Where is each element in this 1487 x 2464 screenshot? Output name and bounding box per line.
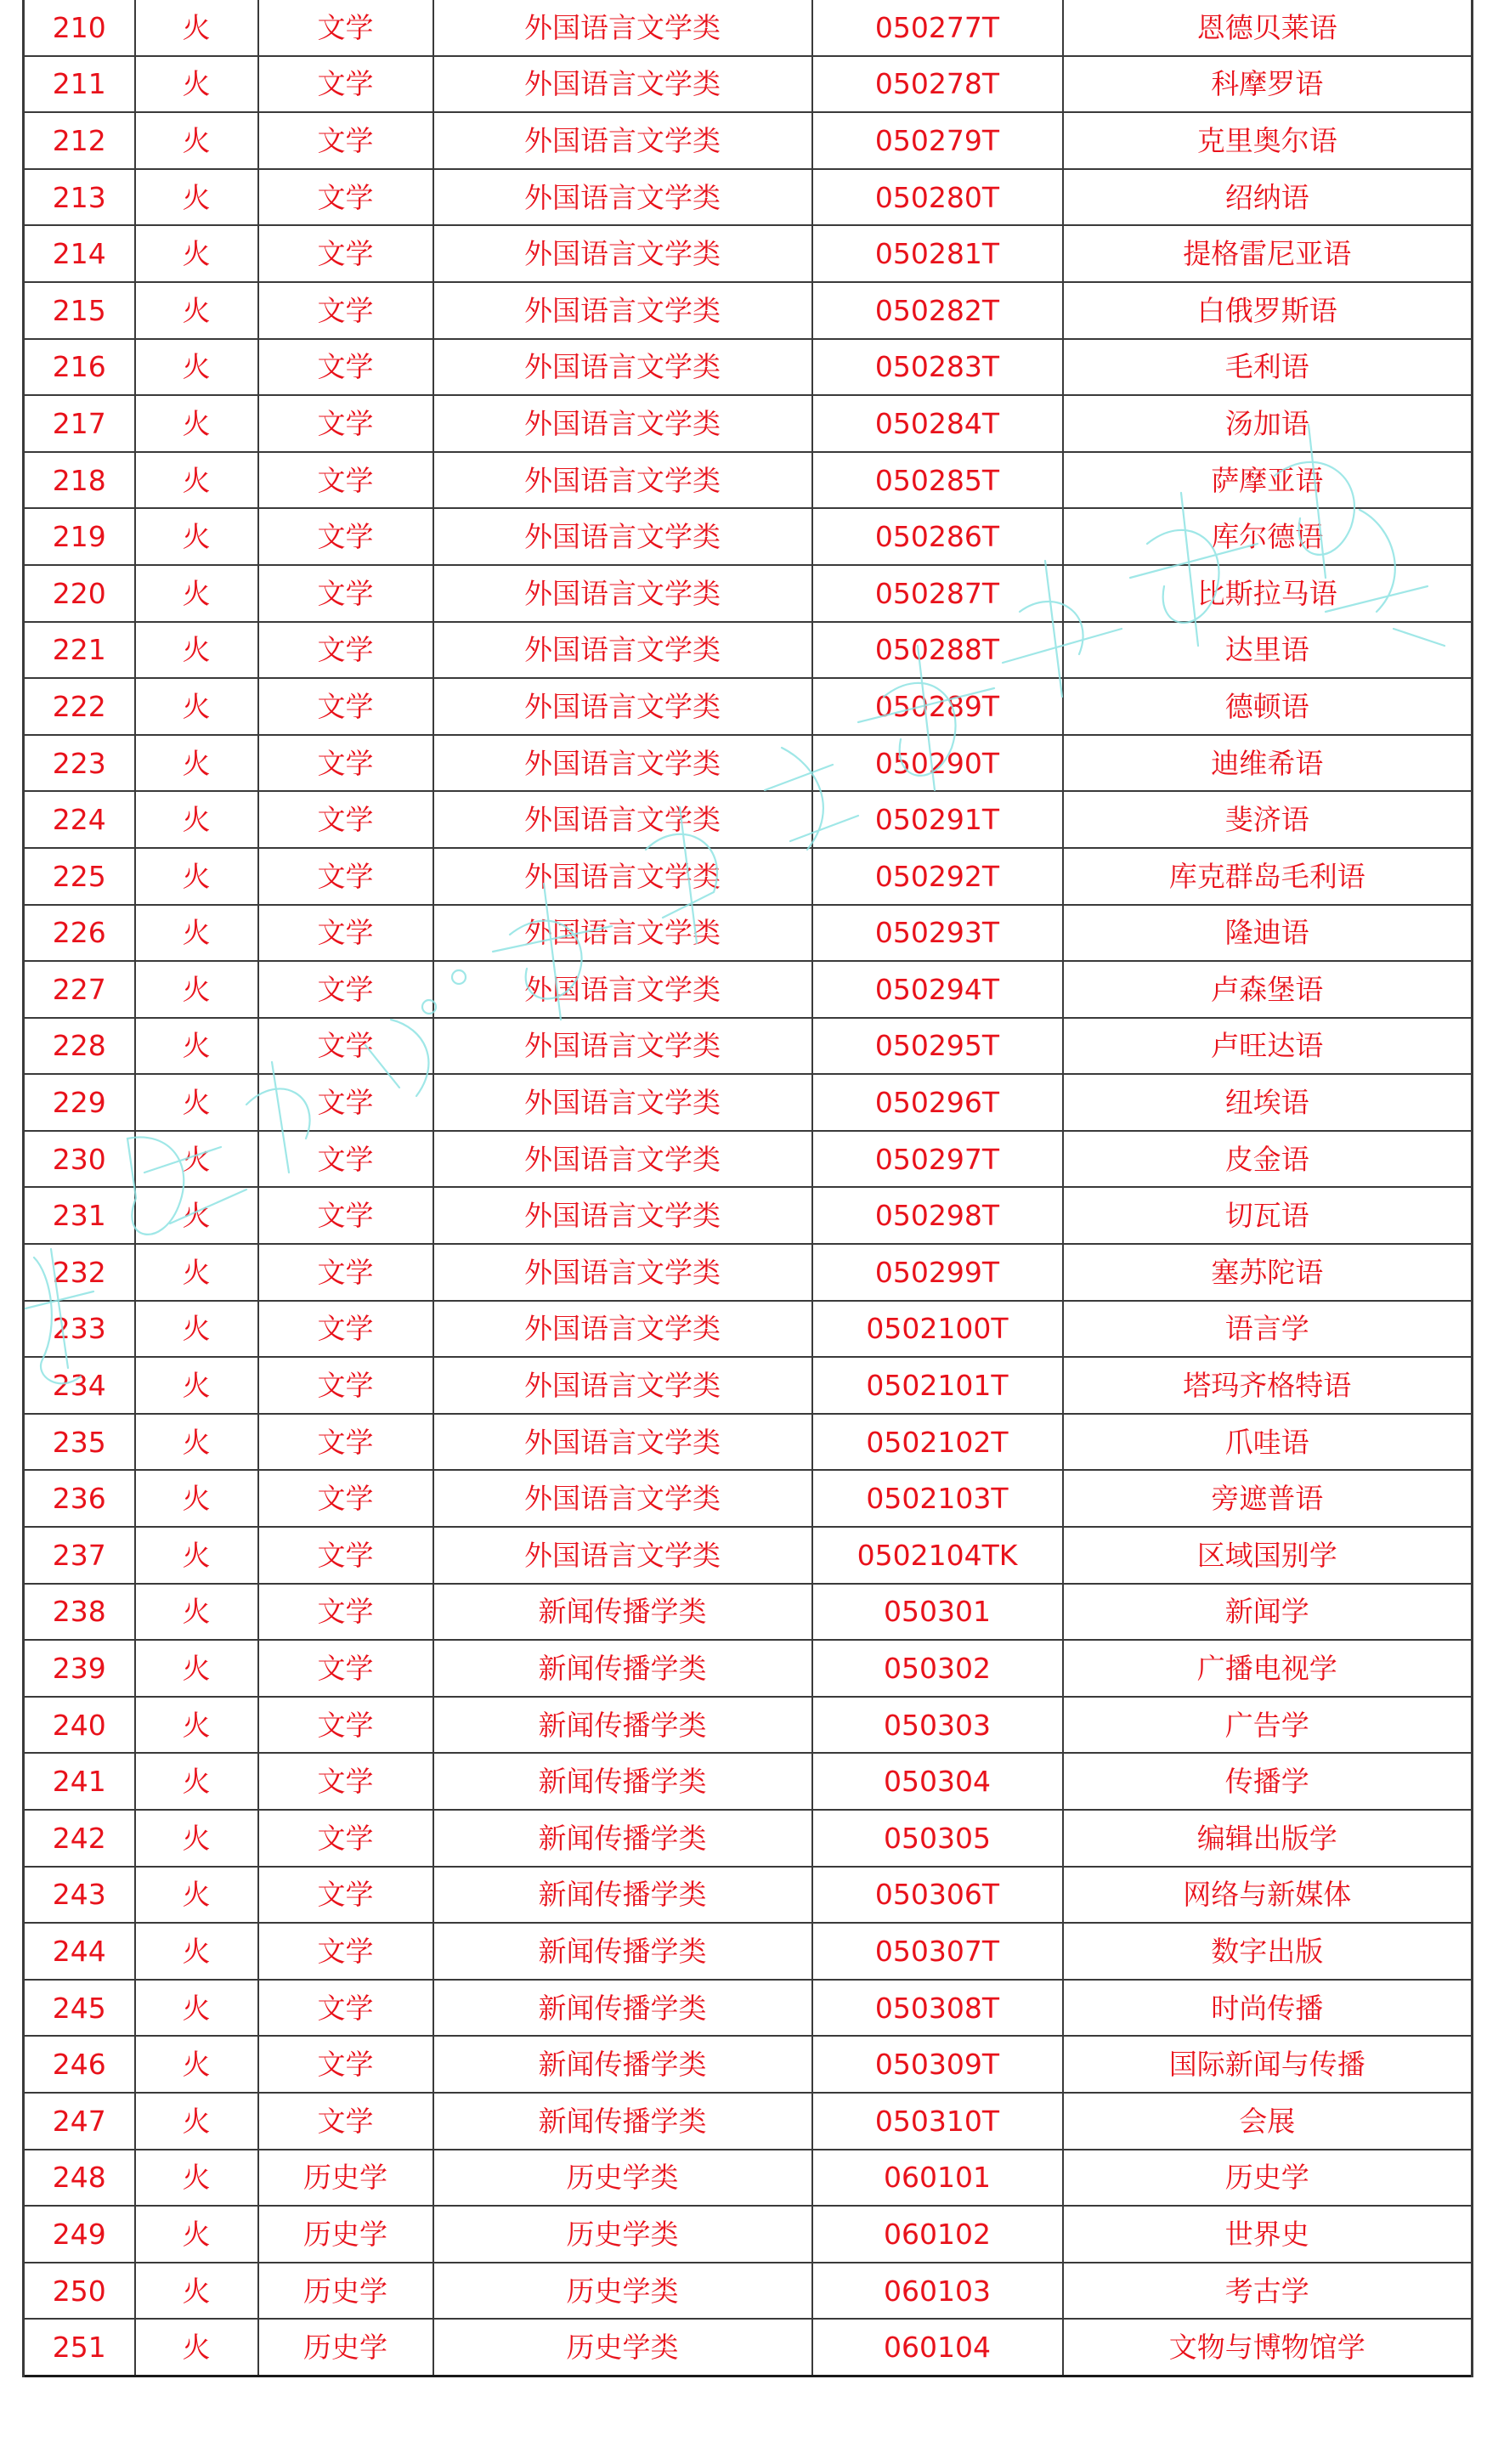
- major-name-cell: 比斯拉马语: [1063, 565, 1473, 622]
- discipline-category-cell: 文学: [258, 56, 433, 113]
- element-tag-cell: 火: [135, 1810, 258, 1867]
- major-code-cell: 050297T: [812, 1131, 1063, 1188]
- major-code-cell: 060102: [812, 2206, 1063, 2263]
- element-tag-cell: 火: [135, 791, 258, 848]
- element-tag-cell: 火: [135, 1414, 258, 1471]
- element-tag-cell: 火: [135, 282, 258, 339]
- row-number-cell: 228: [24, 1018, 135, 1075]
- major-class-cell: 外国语言文学类: [433, 678, 812, 735]
- element-tag-cell: 火: [135, 395, 258, 452]
- row-number-cell: 229: [24, 1074, 135, 1131]
- major-code-cell: 050278T: [812, 56, 1063, 113]
- major-class-cell: 历史学类: [433, 2206, 812, 2263]
- major-name-cell: 语言学: [1063, 1301, 1473, 1358]
- element-tag-cell: 火: [135, 339, 258, 396]
- major-class-cell: 外国语言文学类: [433, 1470, 812, 1527]
- table-row: [24, 622, 1473, 679]
- major-code-cell: 0502104TK: [812, 1527, 1063, 1584]
- row-number-cell: 217: [24, 395, 135, 452]
- table-body: [24, 0, 1473, 2376]
- row-number-cell: 218: [24, 452, 135, 509]
- element-tag-cell: 火: [135, 1923, 258, 1980]
- element-tag-cell: 火: [135, 1470, 258, 1527]
- major-name-cell: 汤加语: [1063, 395, 1473, 452]
- discipline-category-cell: 文学: [258, 1357, 433, 1414]
- discipline-category-cell: 文学: [258, 791, 433, 848]
- major-code-cell: 060103: [812, 2263, 1063, 2320]
- major-code-cell: 050280T: [812, 169, 1063, 226]
- discipline-category-cell: 历史学: [258, 2319, 433, 2376]
- row-number-cell: 215: [24, 282, 135, 339]
- discipline-category-cell: 文学: [258, 1187, 433, 1244]
- row-number-cell: 221: [24, 622, 135, 679]
- major-class-cell: 外国语言文学类: [433, 1527, 812, 1584]
- table-row: [24, 1980, 1473, 2037]
- major-name-cell: 传播学: [1063, 1753, 1473, 1810]
- major-class-cell: 新闻传播学类: [433, 1867, 812, 1924]
- row-number-cell: 224: [24, 791, 135, 848]
- element-tag-cell: 火: [135, 1527, 258, 1584]
- major-class-cell: 外国语言文学类: [433, 565, 812, 622]
- major-name-cell: 库克群岛毛利语: [1063, 848, 1473, 905]
- element-tag-cell: 火: [135, 2206, 258, 2263]
- row-number-cell: 212: [24, 112, 135, 169]
- major-code-cell: 050295T: [812, 1018, 1063, 1075]
- element-tag-cell: 火: [135, 1244, 258, 1301]
- discipline-category-cell: 文学: [258, 225, 433, 282]
- element-tag-cell: 火: [135, 1980, 258, 2037]
- major-class-cell: 新闻传播学类: [433, 2093, 812, 2150]
- major-class-cell: 外国语言文学类: [433, 622, 812, 679]
- element-tag-cell: 火: [135, 2319, 258, 2376]
- discipline-category-cell: 历史学: [258, 2206, 433, 2263]
- row-number-cell: 249: [24, 2206, 135, 2263]
- major-name-cell: 毛利语: [1063, 339, 1473, 396]
- row-number-cell: 241: [24, 1753, 135, 1810]
- element-tag-cell: 火: [135, 1640, 258, 1697]
- major-class-cell: 外国语言文学类: [433, 225, 812, 282]
- major-name-cell: 历史学: [1063, 2150, 1473, 2207]
- major-code-cell: 050294T: [812, 961, 1063, 1018]
- element-tag-cell: 火: [135, 565, 258, 622]
- table-row: [24, 395, 1473, 452]
- major-name-cell: 会展: [1063, 2093, 1473, 2150]
- discipline-category-cell: 文学: [258, 1131, 433, 1188]
- major-class-cell: 新闻传播学类: [433, 1923, 812, 1980]
- major-code-cell: 050287T: [812, 565, 1063, 622]
- major-class-cell: 历史学类: [433, 2150, 812, 2207]
- row-number-cell: 244: [24, 1923, 135, 1980]
- element-tag-cell: 火: [135, 1074, 258, 1131]
- major-code-cell: 050299T: [812, 1244, 1063, 1301]
- row-number-cell: 243: [24, 1867, 135, 1924]
- major-code-cell: 050288T: [812, 622, 1063, 679]
- major-class-cell: 外国语言文学类: [433, 905, 812, 962]
- element-tag-cell: 火: [135, 2093, 258, 2150]
- table-row: [24, 112, 1473, 169]
- major-code-cell: 050298T: [812, 1187, 1063, 1244]
- major-name-cell: 考古学: [1063, 2263, 1473, 2320]
- discipline-category-cell: 文学: [258, 1074, 433, 1131]
- discipline-category-cell: 历史学: [258, 2150, 433, 2207]
- major-class-cell: 外国语言文学类: [433, 735, 812, 792]
- element-tag-cell: 火: [135, 2150, 258, 2207]
- table-row: [24, 508, 1473, 565]
- major-class-cell: 外国语言文学类: [433, 1187, 812, 1244]
- row-number-cell: 237: [24, 1527, 135, 1584]
- row-number-cell: 220: [24, 565, 135, 622]
- element-tag-cell: 火: [135, 735, 258, 792]
- major-class-cell: 新闻传播学类: [433, 1584, 812, 1641]
- discipline-category-cell: 文学: [258, 112, 433, 169]
- major-name-cell: 国际新闻与传播: [1063, 2036, 1473, 2093]
- element-tag-cell: 火: [135, 1867, 258, 1924]
- row-number-cell: 223: [24, 735, 135, 792]
- major-code-cell: 050282T: [812, 282, 1063, 339]
- row-number-cell: 230: [24, 1131, 135, 1188]
- major-name-cell: 迪维希语: [1063, 735, 1473, 792]
- table-row: [24, 1470, 1473, 1527]
- discipline-category-cell: 历史学: [258, 2263, 433, 2320]
- major-name-cell: 网络与新媒体: [1063, 1867, 1473, 1924]
- discipline-category-cell: 文学: [258, 508, 433, 565]
- major-code-cell: 050281T: [812, 225, 1063, 282]
- discipline-category-cell: 文学: [258, 1923, 433, 1980]
- major-code-cell: 050302: [812, 1640, 1063, 1697]
- table-row: [24, 2150, 1473, 2207]
- major-code-cell: 0502100T: [812, 1301, 1063, 1358]
- major-name-cell: 纽埃语: [1063, 1074, 1473, 1131]
- major-name-cell: 德顿语: [1063, 678, 1473, 735]
- row-number-cell: 245: [24, 1980, 135, 2037]
- discipline-category-cell: 文学: [258, 1640, 433, 1697]
- majors-table-sheet: [22, 0, 1471, 2450]
- discipline-category-cell: 文学: [258, 282, 433, 339]
- major-name-cell: 提格雷尼亚语: [1063, 225, 1473, 282]
- major-class-cell: 外国语言文学类: [433, 452, 812, 509]
- element-tag-cell: 火: [135, 905, 258, 962]
- major-name-cell: 广播电视学: [1063, 1640, 1473, 1697]
- table-row: [24, 1867, 1473, 1924]
- table-row: [24, 1697, 1473, 1754]
- discipline-category-cell: 文学: [258, 2036, 433, 2093]
- discipline-category-cell: 文学: [258, 395, 433, 452]
- table-row: [24, 961, 1473, 1018]
- table-row: [24, 1074, 1473, 1131]
- element-tag-cell: 火: [135, 1753, 258, 1810]
- discipline-category-cell: 文学: [258, 1753, 433, 1810]
- discipline-category-cell: 文学: [258, 452, 433, 509]
- major-class-cell: 新闻传播学类: [433, 1640, 812, 1697]
- element-tag-cell: 火: [135, 1301, 258, 1358]
- major-code-cell: 050290T: [812, 735, 1063, 792]
- discipline-category-cell: 文学: [258, 1584, 433, 1641]
- major-name-cell: 塞苏陀语: [1063, 1244, 1473, 1301]
- major-name-cell: 时尚传播: [1063, 1980, 1473, 2037]
- table-row: [24, 1301, 1473, 1358]
- major-class-cell: 外国语言文学类: [433, 1244, 812, 1301]
- major-name-cell: 世界史: [1063, 2206, 1473, 2263]
- major-name-cell: 隆迪语: [1063, 905, 1473, 962]
- table-row: [24, 791, 1473, 848]
- table-row: [24, 2036, 1473, 2093]
- row-number-cell: 242: [24, 1810, 135, 1867]
- major-name-cell: 克里奥尔语: [1063, 112, 1473, 169]
- table-row: [24, 1018, 1473, 1075]
- element-tag-cell: 火: [135, 56, 258, 113]
- discipline-category-cell: 文学: [258, 1867, 433, 1924]
- element-tag-cell: 火: [135, 961, 258, 1018]
- element-tag-cell: 火: [135, 1357, 258, 1414]
- row-number-cell: 251: [24, 2319, 135, 2376]
- discipline-category-cell: 文学: [258, 961, 433, 1018]
- discipline-category-cell: 文学: [258, 1980, 433, 2037]
- row-number-cell: 225: [24, 848, 135, 905]
- major-class-cell: 新闻传播学类: [433, 1753, 812, 1810]
- major-class-cell: 外国语言文学类: [433, 282, 812, 339]
- element-tag-cell: 火: [135, 1187, 258, 1244]
- major-code-cell: 050305: [812, 1810, 1063, 1867]
- major-class-cell: 外国语言文学类: [433, 395, 812, 452]
- major-class-cell: 外国语言文学类: [433, 339, 812, 396]
- major-class-cell: 外国语言文学类: [433, 1018, 812, 1075]
- major-name-cell: 白俄罗斯语: [1063, 282, 1473, 339]
- table-row: [24, 1753, 1473, 1810]
- major-name-cell: 库尔德语: [1063, 508, 1473, 565]
- discipline-category-cell: 文学: [258, 565, 433, 622]
- major-class-cell: 外国语言文学类: [433, 0, 812, 56]
- major-code-cell: 060104: [812, 2319, 1063, 2376]
- element-tag-cell: 火: [135, 678, 258, 735]
- element-tag-cell: 火: [135, 1018, 258, 1075]
- major-class-cell: 历史学类: [433, 2263, 812, 2320]
- major-name-cell: 皮金语: [1063, 1131, 1473, 1188]
- discipline-category-cell: 文学: [258, 1697, 433, 1754]
- table-row: [24, 2319, 1473, 2376]
- major-name-cell: 绍纳语: [1063, 169, 1473, 226]
- row-number-cell: 233: [24, 1301, 135, 1358]
- major-code-cell: 050301: [812, 1584, 1063, 1641]
- major-class-cell: 外国语言文学类: [433, 169, 812, 226]
- table-row: [24, 1810, 1473, 1867]
- discipline-category-cell: 文学: [258, 1244, 433, 1301]
- major-code-cell: 050292T: [812, 848, 1063, 905]
- major-name-cell: 萨摩亚语: [1063, 452, 1473, 509]
- table-row: [24, 2206, 1473, 2263]
- discipline-category-cell: 文学: [258, 1301, 433, 1358]
- major-class-cell: 外国语言文学类: [433, 1301, 812, 1358]
- element-tag-cell: 火: [135, 508, 258, 565]
- major-code-cell: 0502103T: [812, 1470, 1063, 1527]
- discipline-category-cell: 文学: [258, 339, 433, 396]
- discipline-category-cell: 文学: [258, 1470, 433, 1527]
- major-class-cell: 外国语言文学类: [433, 848, 812, 905]
- major-class-cell: 新闻传播学类: [433, 2036, 812, 2093]
- major-code-cell: 0502102T: [812, 1414, 1063, 1471]
- major-name-cell: 切瓦语: [1063, 1187, 1473, 1244]
- table-row: [24, 452, 1473, 509]
- element-tag-cell: 火: [135, 2263, 258, 2320]
- element-tag-cell: 火: [135, 225, 258, 282]
- table-row: [24, 282, 1473, 339]
- discipline-category-cell: 文学: [258, 848, 433, 905]
- row-number-cell: 216: [24, 339, 135, 396]
- row-number-cell: 231: [24, 1187, 135, 1244]
- discipline-category-cell: 文学: [258, 905, 433, 962]
- row-number-cell: 214: [24, 225, 135, 282]
- element-tag-cell: 火: [135, 1131, 258, 1188]
- major-code-cell: 050285T: [812, 452, 1063, 509]
- table-row: [24, 2093, 1473, 2150]
- element-tag-cell: 火: [135, 2036, 258, 2093]
- major-class-cell: 外国语言文学类: [433, 961, 812, 1018]
- table-row: [24, 735, 1473, 792]
- element-tag-cell: 火: [135, 0, 258, 56]
- element-tag-cell: 火: [135, 452, 258, 509]
- major-name-cell: 广告学: [1063, 1697, 1473, 1754]
- element-tag-cell: 火: [135, 1584, 258, 1641]
- major-code-cell: 050310T: [812, 2093, 1063, 2150]
- major-code-cell: 0502101T: [812, 1357, 1063, 1414]
- major-code-cell: 050279T: [812, 112, 1063, 169]
- major-code-cell: 050291T: [812, 791, 1063, 848]
- major-name-cell: 编辑出版学: [1063, 1810, 1473, 1867]
- row-number-cell: 226: [24, 905, 135, 962]
- major-code-cell: 050286T: [812, 508, 1063, 565]
- element-tag-cell: 火: [135, 848, 258, 905]
- table-row: [24, 905, 1473, 962]
- major-name-cell: 旁遮普语: [1063, 1470, 1473, 1527]
- major-code-cell: 050289T: [812, 678, 1063, 735]
- table-row: [24, 848, 1473, 905]
- major-name-cell: 斐济语: [1063, 791, 1473, 848]
- major-class-cell: 外国语言文学类: [433, 508, 812, 565]
- row-number-cell: 210: [24, 0, 135, 56]
- major-code-cell: 050296T: [812, 1074, 1063, 1131]
- major-code-cell: 050303: [812, 1697, 1063, 1754]
- row-number-cell: 235: [24, 1414, 135, 1471]
- discipline-category-cell: 文学: [258, 2093, 433, 2150]
- major-name-cell: 数字出版: [1063, 1923, 1473, 1980]
- major-name-cell: 爪哇语: [1063, 1414, 1473, 1471]
- majors-table: [22, 0, 1473, 2377]
- element-tag-cell: 火: [135, 169, 258, 226]
- table-row: [24, 678, 1473, 735]
- table-row: [24, 169, 1473, 226]
- major-name-cell: 达里语: [1063, 622, 1473, 679]
- major-code-cell: 050283T: [812, 339, 1063, 396]
- row-number-cell: 232: [24, 1244, 135, 1301]
- row-number-cell: 246: [24, 2036, 135, 2093]
- major-name-cell: 区域国别学: [1063, 1527, 1473, 1584]
- table-row: [24, 1414, 1473, 1471]
- major-name-cell: 科摩罗语: [1063, 56, 1473, 113]
- discipline-category-cell: 文学: [258, 622, 433, 679]
- row-number-cell: 247: [24, 2093, 135, 2150]
- major-class-cell: 外国语言文学类: [433, 112, 812, 169]
- row-number-cell: 239: [24, 1640, 135, 1697]
- major-class-cell: 新闻传播学类: [433, 1697, 812, 1754]
- major-name-cell: 新闻学: [1063, 1584, 1473, 1641]
- major-code-cell: 060101: [812, 2150, 1063, 2207]
- major-class-cell: 外国语言文学类: [433, 1131, 812, 1188]
- major-class-cell: 新闻传播学类: [433, 1980, 812, 2037]
- row-number-cell: 213: [24, 169, 135, 226]
- row-number-cell: 250: [24, 2263, 135, 2320]
- row-number-cell: 227: [24, 961, 135, 1018]
- element-tag-cell: 火: [135, 1697, 258, 1754]
- element-tag-cell: 火: [135, 622, 258, 679]
- row-number-cell: 219: [24, 508, 135, 565]
- table-row: [24, 339, 1473, 396]
- row-number-cell: 248: [24, 2150, 135, 2207]
- table-row: [24, 1187, 1473, 1244]
- major-code-cell: 050304: [812, 1753, 1063, 1810]
- major-name-cell: 卢森堡语: [1063, 961, 1473, 1018]
- row-number-cell: 222: [24, 678, 135, 735]
- discipline-category-cell: 文学: [258, 1527, 433, 1584]
- major-code-cell: 050307T: [812, 1923, 1063, 1980]
- table-row: [24, 1357, 1473, 1414]
- table-row: [24, 56, 1473, 113]
- element-tag-cell: 火: [135, 112, 258, 169]
- discipline-category-cell: 文学: [258, 1810, 433, 1867]
- major-name-cell: 恩德贝莱语: [1063, 0, 1473, 56]
- major-class-cell: 新闻传播学类: [433, 1810, 812, 1867]
- major-code-cell: 050277T: [812, 0, 1063, 56]
- discipline-category-cell: 文学: [258, 1414, 433, 1471]
- major-class-cell: 外国语言文学类: [433, 1357, 812, 1414]
- table-row: [24, 2263, 1473, 2320]
- major-class-cell: 外国语言文学类: [433, 56, 812, 113]
- discipline-category-cell: 文学: [258, 169, 433, 226]
- major-name-cell: 文物与博物馆学: [1063, 2319, 1473, 2376]
- major-code-cell: 050308T: [812, 1980, 1063, 2037]
- row-number-cell: 211: [24, 56, 135, 113]
- major-class-cell: 历史学类: [433, 2319, 812, 2376]
- table-row: [24, 0, 1473, 56]
- major-code-cell: 050293T: [812, 905, 1063, 962]
- table-row: [24, 225, 1473, 282]
- table-row: [24, 1131, 1473, 1188]
- table-row: [24, 1584, 1473, 1641]
- major-code-cell: 050309T: [812, 2036, 1063, 2093]
- table-row: [24, 1923, 1473, 1980]
- table-row: [24, 565, 1473, 622]
- major-name-cell: 塔玛齐格特语: [1063, 1357, 1473, 1414]
- table-row: [24, 1640, 1473, 1697]
- major-class-cell: 外国语言文学类: [433, 1414, 812, 1471]
- discipline-category-cell: 文学: [258, 1018, 433, 1075]
- table-row: [24, 1527, 1473, 1584]
- row-number-cell: 240: [24, 1697, 135, 1754]
- major-class-cell: 外国语言文学类: [433, 791, 812, 848]
- major-class-cell: 外国语言文学类: [433, 1074, 812, 1131]
- table-row: [24, 1244, 1473, 1301]
- row-number-cell: 236: [24, 1470, 135, 1527]
- row-number-cell: 238: [24, 1584, 135, 1641]
- discipline-category-cell: 文学: [258, 678, 433, 735]
- row-number-cell: 234: [24, 1357, 135, 1414]
- major-name-cell: 卢旺达语: [1063, 1018, 1473, 1075]
- major-code-cell: 050284T: [812, 395, 1063, 452]
- discipline-category-cell: 文学: [258, 0, 433, 56]
- discipline-category-cell: 文学: [258, 735, 433, 792]
- major-code-cell: 050306T: [812, 1867, 1063, 1924]
